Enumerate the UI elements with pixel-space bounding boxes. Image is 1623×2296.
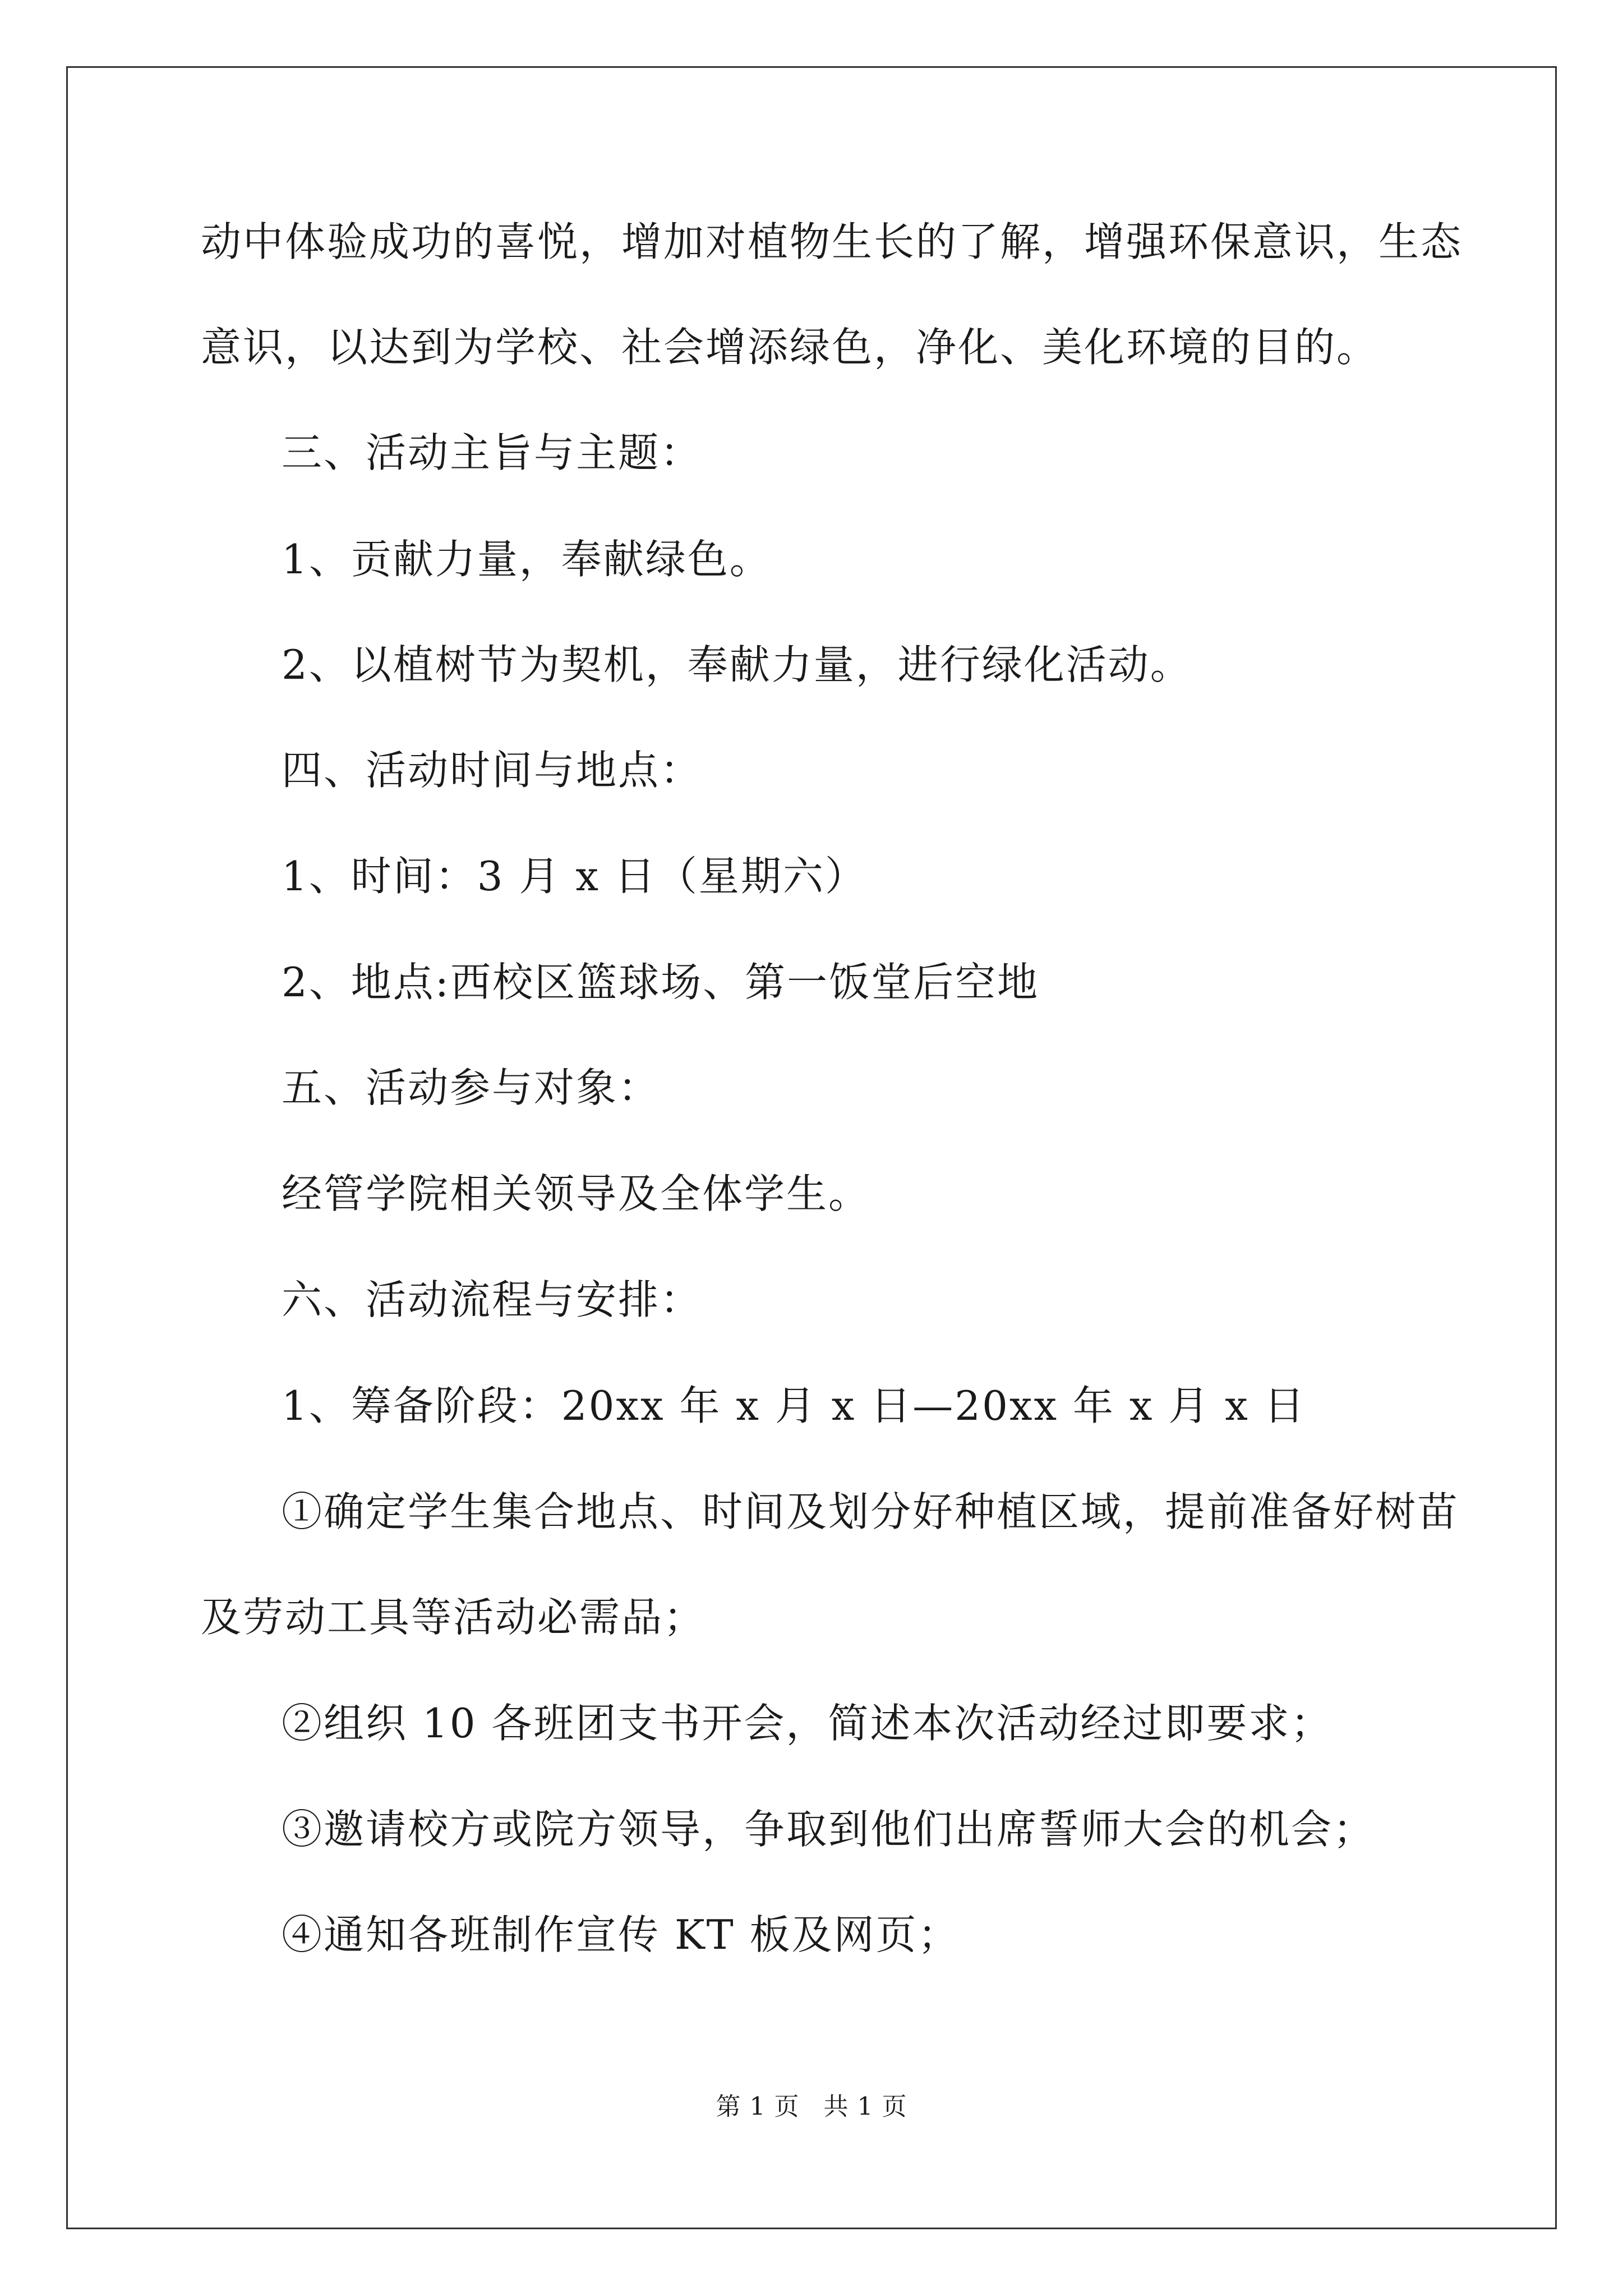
paragraph-line: 意识，以达到为学校、社会增添绿色，净化、美化环境的目的。 xyxy=(201,324,1379,371)
paragraph-line: 及劳动工具等活动必需品； xyxy=(201,1594,706,1641)
paragraph-line: 经管学院相关领导及全体学生。 xyxy=(282,1170,871,1217)
list-item: 2、以植树节为契机，奉献力量，进行绿化活动。 xyxy=(282,641,1192,688)
list-item: ①确定学生集合地点、时间及划分好种植区域，提前准备好树苗 xyxy=(282,1488,1460,1535)
page-number: 第 1 页 xyxy=(716,2092,800,2121)
list-item: 1、筹备阶段：20xx 年 x 月 x 日—20xx 年 x 月 x 日 xyxy=(282,1382,1306,1429)
section-heading: 六、活动流程与安排： xyxy=(282,1276,703,1323)
list-item: 2、地点:西校区篮球场、第一饭堂后空地 xyxy=(282,959,1040,1006)
list-item: ②组织 10 各班团支书开会，简述本次活动经过即要求； xyxy=(282,1700,1333,1747)
paragraph-line: 动中体验成功的喜悦，增加对植物生长的了解，增强环保意识，生态 xyxy=(201,218,1463,265)
list-item: ③邀请校方或院方领导，争取到他们出席誓师大会的机会； xyxy=(282,1806,1376,1853)
section-heading: 三、活动主旨与主题： xyxy=(282,429,703,476)
page-footer xyxy=(0,2090,1623,2124)
list-item: 1、时间：3 月 x 日（星期六） xyxy=(282,853,867,900)
section-heading: 四、活动时间与地点： xyxy=(282,747,703,794)
list-item: 1、贡献力量，奉献绿色。 xyxy=(282,536,772,583)
page-total: 共 1 页 xyxy=(823,2092,907,2121)
list-item: ④通知各班制作宣传 KT 板及网页； xyxy=(282,1911,960,1958)
page-border xyxy=(66,66,1557,2229)
section-heading: 五、活动参与对象： xyxy=(282,1064,661,1111)
